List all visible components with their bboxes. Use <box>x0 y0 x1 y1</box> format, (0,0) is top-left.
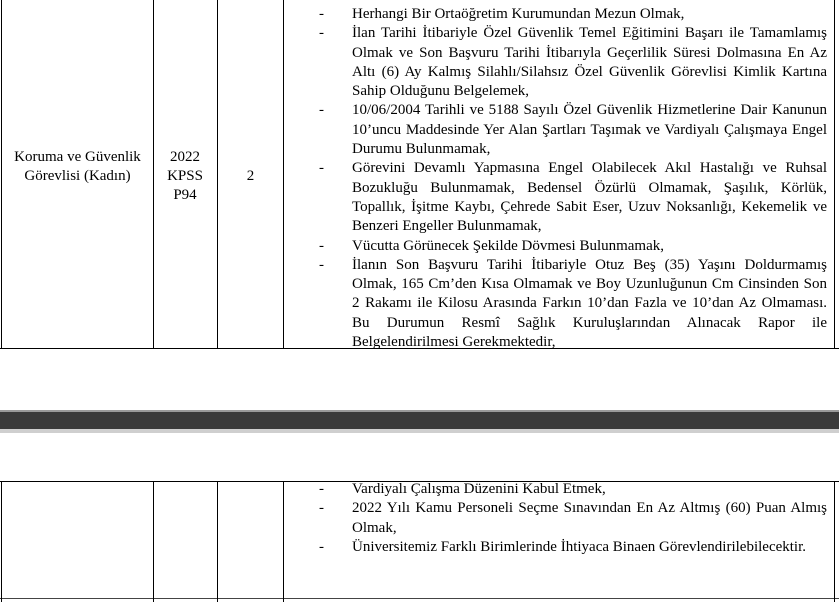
position-title: Koruma ve Güvenlik Görevlisi (Kadın) <box>14 149 141 184</box>
page-separator-edge <box>0 429 839 433</box>
requirement-text: Üniversitemiz Farklı Birimlerinde İhtiyaca Binaen Görevlendirilebilecektir. <box>352 538 807 555</box>
table-border-bottom <box>0 598 839 599</box>
exam-type: 2022 KPSS P94 <box>167 149 203 203</box>
requirement-text: İlan Tarihi İtibariyle Özel Güvenlik Temel Eğitimini Başarı ile Tamamlamış Olmak ve Son Başvuru Tarihi İtibarıyla Geçerlilik Süresi Dolmasına En Az Altı (6) Ay Kalmış Silahlı/Silahsız Özel Güvenlik Görevlisi Kimlik Kartına Sahip Olduğunu Belgelemek, <box>352 25 827 100</box>
bullet-dash: - <box>319 256 324 273</box>
requirement-text: Herhangi Bir Ortaöğretim Kurumundan Mezun Olmak, <box>352 6 685 22</box>
requirement-text: 2022 Yılı Kamu Personeli Seçme Sınavından En Az Altmış (60) Puan Almış Olmak, <box>352 500 827 536</box>
table-border <box>217 481 218 602</box>
list-item <box>319 480 827 499</box>
list-item <box>319 5 827 24</box>
table-border-right <box>834 481 835 602</box>
list-item <box>319 237 827 256</box>
bullet-dash: - <box>319 237 324 254</box>
table-border-left <box>1 481 2 602</box>
table-border <box>283 0 284 349</box>
bullet-dash: - <box>319 500 324 517</box>
requirement-text: Vücutta Görünecek Şekilde Dövmesi Bulunmamak, <box>352 237 665 254</box>
bullet-dash: - <box>319 538 324 555</box>
bullet-dash: - <box>319 25 324 42</box>
list-item <box>319 538 827 557</box>
requirement-text: Görevini Devamlı Yapmasına Engel Olabilecek Akıl Hastalığı ve Ruhsal Bozukluğu Bulunmamak, Bedensel Özürlü Olmamak, Şaşılık, Körlük, Topallık, İşitme Kaybı, Çehrede Sabit Eser, Uzuv Noksanlığı, Kekemelik ve Benzeri Engeller Bulunmamak, <box>352 160 827 235</box>
list-item <box>319 159 827 236</box>
list-item <box>319 101 827 159</box>
requirements-list <box>319 480 827 557</box>
bullet-dash: - <box>319 6 324 22</box>
bullet-dash: - <box>319 102 324 119</box>
bullet-dash: - <box>319 481 324 497</box>
table-border <box>153 0 154 349</box>
requirement-text: 10/06/2004 Tarihli ve 5188 Sayılı Özel Güvenlik Hizmetlerine Dair Kanunun 10’uncu Maddesinde Yer Alan Şartları Taşımak ve Vardiyalı Çalışmaya Engel Durumu Bulunmamak, <box>352 102 827 158</box>
position-count: 2 <box>246 168 255 184</box>
table-border-right <box>834 0 835 349</box>
table-bottom <box>0 473 839 602</box>
list-item <box>319 24 827 101</box>
list-item <box>319 256 827 352</box>
page-separator <box>0 412 839 429</box>
table-border <box>283 481 284 602</box>
table-border <box>153 481 154 602</box>
requirements-list <box>319 5 827 352</box>
list-item <box>319 499 827 538</box>
bullet-dash: - <box>319 160 324 177</box>
requirement-text: İlanın Son Başvuru Tarihi İtibariyle Otuz Beş (35) Yaşını Doldurmamış Olmak, 165 Cm’den Kısa Olmamak ve Boy Uzunluğunun Cm Cinsinden Son 2 Rakamı ile Kilosu Arasında Farkın 10’dan Fazla ve 10’dan Az Olmaması. Bu Durumun Resmî Sağlık Kuruluşlarından Alınacak Rapor ile Belgelendirilmesi Gerekmektedir, <box>352 256 827 351</box>
requirement-text: Vardiyalı Çalışma Düzenini Kabul Etmek, <box>352 481 606 497</box>
